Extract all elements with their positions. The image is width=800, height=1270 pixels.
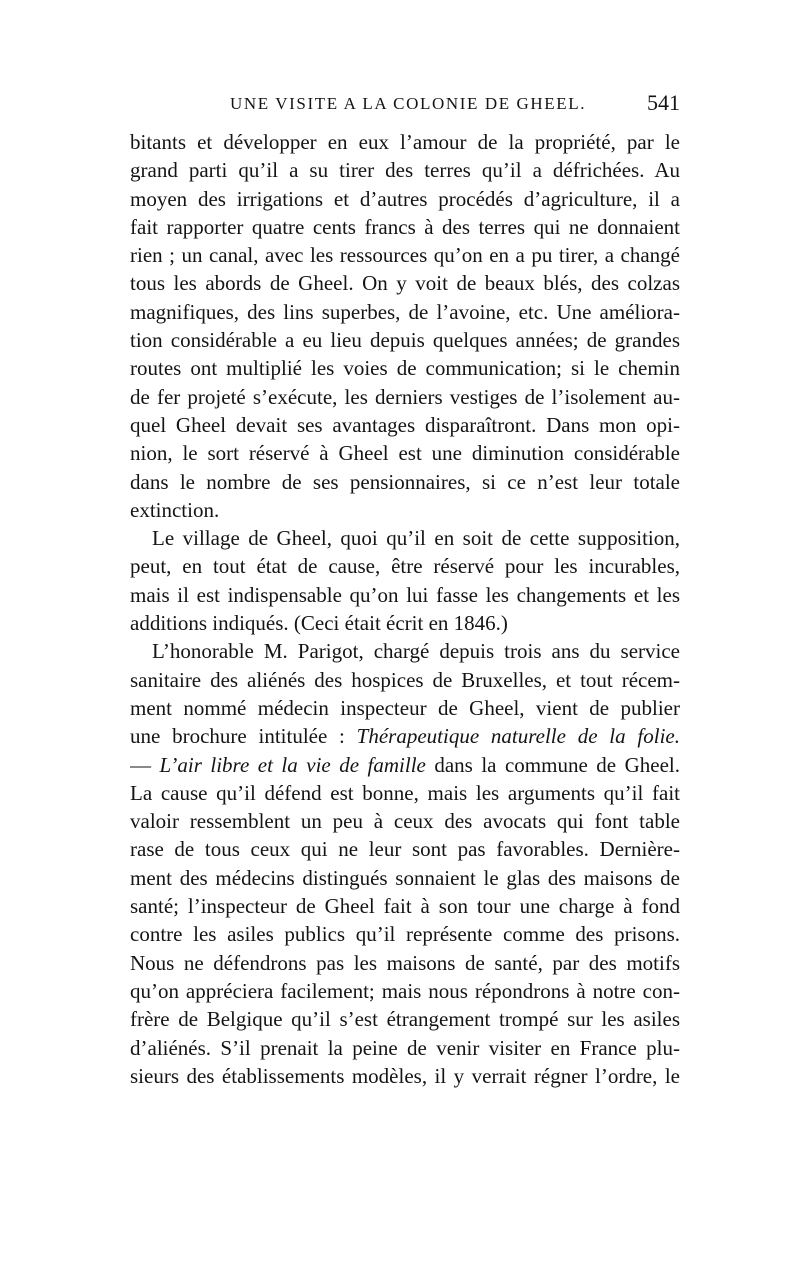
text-line: qu’on appréciera facilement; mais nous répondrons à notre con- (130, 978, 680, 1003)
text-line: tous les abords de Gheel. On y voit de beaux blés, des colzas (130, 271, 680, 296)
text-segment: une brochure intitulée : (130, 724, 357, 749)
text-line: nion, le sort réservé à Gheel est une diminution considérable (130, 441, 680, 466)
text-line: contre les asiles publics qu’il représente comme des prisons. (130, 922, 680, 947)
italic-title: Thérapeutique naturelle de la folie. (356, 724, 680, 749)
text-line: magnifiques, des lins superbes, de l’avoine, etc. Une améliora- (130, 299, 680, 324)
text-line: quel Gheel devait ses avantages disparaîtront. Dans mon opi- (130, 412, 680, 437)
text-line: La cause qu’il défend est bonne, mais les arguments qu’il fait (130, 780, 680, 805)
italic-subtitle: L’air libre et la vie de famille (159, 752, 426, 777)
text-line: fait rapporter quatre cents francs à des terres qui ne donnaient (130, 214, 680, 239)
text-line: peut, en tout état de cause, être réservé pour les incurables, (130, 554, 680, 579)
running-head (130, 90, 680, 124)
text-line: grand parti qu’il a su tirer des terres qu’il a défrichées. Au (130, 158, 680, 183)
text-line: d’aliénés. S’il prenait la peine de venir visiter en France plu- (130, 1035, 680, 1060)
text-line: santé; l’inspecteur de Gheel fait à son tour une charge à fond (130, 894, 680, 919)
body-text (130, 128, 680, 1090)
text-line: mais il est indispensable qu’on lui fasse les changements et les (130, 582, 680, 607)
text-line: dans le nombre de ses pensionnaires, si ce n’est leur totale (130, 469, 680, 494)
text-line: tion considérable a eu lieu depuis quelques années; de grandes (130, 328, 680, 353)
text-line: Nous ne défendrons pas les maisons de santé, par des motifs (130, 950, 680, 975)
text-line: moyen des irrigations et d’autres procédés d’agriculture, il a (130, 186, 680, 211)
text-segment: — (130, 752, 160, 777)
running-title: UNE VISITE A LA COLONIE DE GHEEL. (230, 94, 587, 113)
text-line: ment des médecins distingués sonnaient le glas des maisons de (130, 865, 680, 890)
text-segment: dans la commune de Gheel. (425, 752, 680, 777)
text-line (130, 722, 680, 750)
text-line: valoir ressemblent un peu à ceux des avocats qui font table (130, 809, 680, 834)
text-line: rase de tous ceux qui ne leur sont pas favorables. Dernière- (130, 837, 680, 862)
text-line: rien ; un canal, avec les ressources qu’on en a pu tirer, a changé (130, 243, 680, 268)
text-line: extinction. (130, 497, 220, 522)
text-line: ment nommé médecin inspecteur de Gheel, vient de publier (130, 695, 680, 720)
text-line: sanitaire des aliénés des hospices de Bruxelles, et tout récem- (130, 667, 680, 692)
text-line: sieurs des établissements modèles, il y verrait régner l’ordre, le (130, 1063, 680, 1088)
page-number: 541 (647, 90, 680, 115)
text-line: routes ont multiplié les voies de communication; si le chemin (130, 356, 680, 381)
text-line: Le village de Gheel, quoi qu’il en soit de cette supposition, (152, 526, 680, 551)
text-line: de fer projeté s’exécute, les derniers vestiges de l’isolement au- (130, 384, 680, 409)
text-line (130, 751, 680, 779)
text-line: frère de Belgique qu’il s’est étrangement trompé sur les asiles (130, 1007, 680, 1032)
text-line: bitants et développer en eux l’amour de la propriété, par le (130, 130, 680, 154)
text-line: additions indiqués. (Ceci était écrit en 1846.) (130, 611, 508, 636)
text-line: L’honorable M. Parigot, chargé depuis trois ans du service (152, 639, 680, 664)
